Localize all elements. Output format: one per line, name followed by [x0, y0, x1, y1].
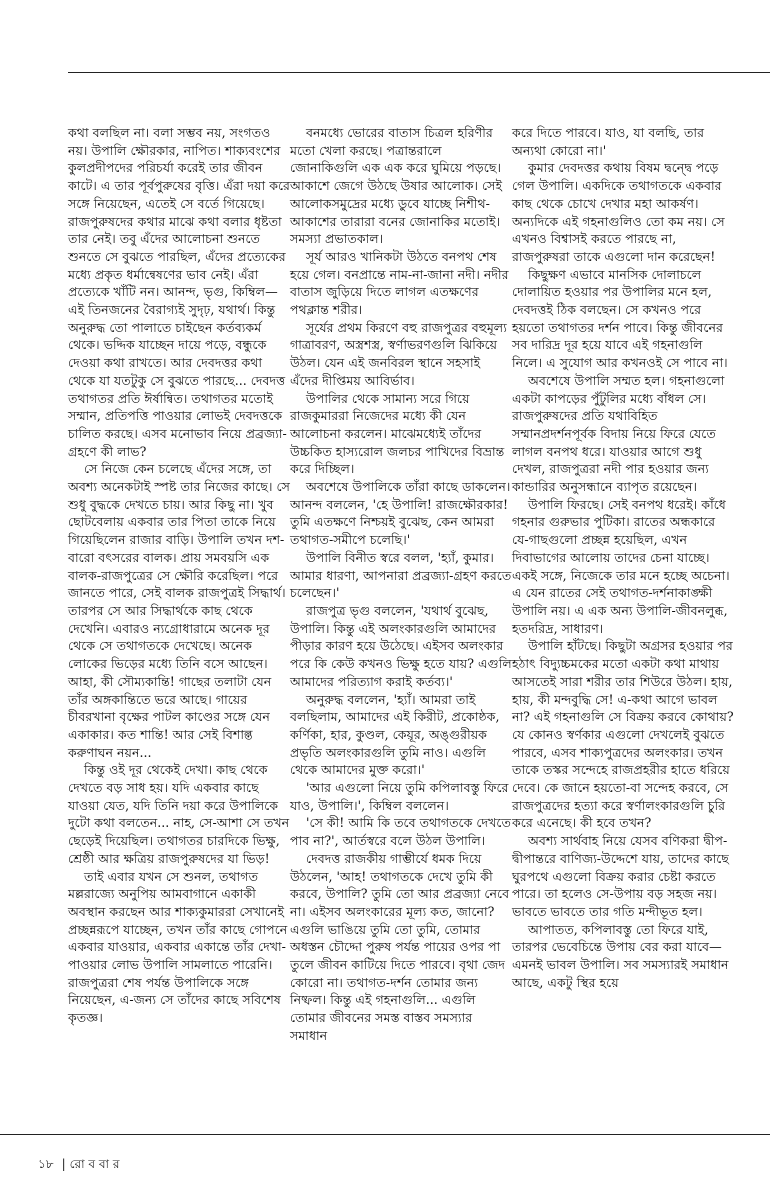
footer-rule [0, 1134, 770, 1135]
column-2 [290, 124, 512, 1045]
magazine-name: রো ব বা র [69, 1157, 120, 1171]
paragraph: কথা বলছিল না। বলা সম্ভব নয়, সংগতও নয়। উপালি ক্ষৌরকার, নাপিত। শাক্যবংশের কুলপ্রদীপদের পরিচর্যা করেই তার জীবন কাটে। এ তার পূর্বপুরুষের বৃত্তি। এঁরা দয়া করে সঙ্গে নিয়েছেন, এতেই সে বর্তে গিয়েছে। রাজপুরুষদের কথার মাঝে কথা বলার ধৃষ্টতা তার নেই। তবু এঁদের আলোচনা শুনতে শুনতে সে বুঝতে পারছিল, এঁদের প্রত্যেকের মধ্যে প্রকৃত ধর্মান্বেষণের ভাব নেই। এঁরা প্রত্যেকে খাঁটি নন। আনন্দ, ভৃগু, কিম্বিল— এই তিনজনের বৈরাগ্যই সুদৃঢ়, যথার্থ। কিন্তু অনুরুদ্ধ তো পালাতে চাইছেন কর্তব্যকর্ম থেকে। ভদ্দিক যাচ্ছেন দায়ে পড়ে, বন্ধুকে দেওয়া কথা রাখতে। আর দেবদত্তর কথা থেকে যা যতটুকু সে বুঝতে পারছে... দেবদত্ত তথাগতর প্রতি ঈর্ষান্বিত। তথাগতর মতোই সম্মান, প্রতিপত্তি পাওয়ার লোভই দেবদত্তকে চালিত করছে। এসব মনোভাব নিয়ে প্রব্রজ্যা-গ্রহণে কী লাভ? [68, 125, 290, 459]
paragraph: উপালি হাঁটছে। কিছুটা অগ্রসর হওয়ার পর হঠাৎ বিদ্যুচ্চমকের মতো একটা কথা মাথায় আসতেই সারা শরীর তার শিউরে উঠল। হায়, হায়, কী মন্দবুদ্ধি সে! এ-কথা আগে ভাবল না? এই গহনাগুলি সে বিক্রয় করবে কোথায়? যে কোনও স্বর্ণকার এগুলো দেখলেই বুঝতে পারবে, এসব শাক্যপুত্রদের অলংকার। তখন তাকে তস্কর সন্দেহে রাজপ্রহরীর হাতে ধরিয়ে দেবে। কে জানে হয়তো-বা সন্দেহ করবে, সে রাজপুত্রদের হত্যা করে স্বর্ণালংকারগুলি চুরি করে এনেছে। কী হবে তখন? [512, 638, 734, 831]
footer-separator: | [61, 1157, 66, 1171]
paragraph: উপালি বিনীত স্বরে বলল, 'হ্যাঁ, কুমার। আমার ধারণা, আপনারা প্রব্রজ্যা-গ্রহণ করতে চলেছেন।' [290, 549, 512, 601]
paragraph: উপালি ফিরছে। সেই বনপথ ধরেই। কাঁধে গহনার গুরুভার পুটিকা। রাতের অন্ধকারে যে-গাছগুলো প্রচ্ছন্ন হয়েছিল, এখন দিবাভাগের আলোয় তাদের চেনা যাচ্ছে। একই সঙ্গে, নিজেকে তার মনে হচ্ছে অচেনা। এ যেন রাতের সেই তথাগত-দর্শনাকাঙ্ক্ষী উপালি নয়। এ এক অন্য উপালি-জীবনলুব্ধ, হতদরিদ্র, সাধারণ। [512, 496, 730, 636]
paragraph: অনুরুদ্ধ বললেন, 'হ্যাঁ। আমরা তাই বলছিলাম, আমাদের এই কিরীট, প্রকোষ্ঠক, কর্ণিকা, হার, কুণ্ডল, কেয়ূর, অঙ্গুরীয়ক প্রভৃতি অলংকারগুলি তুমি নাও। এগুলি থেকে আমাদের মুক্ত করো।' [290, 691, 500, 778]
paragraph: সূর্যের প্রথম কিরণে বহু রাজপুত্রর বহুমূল্য গাত্রাবরণ, অস্ত্রশস্ত্র, স্বর্ণাভরণগুলি ঝিকিয়ে উঠল। যেন এই জনবিরল স্থানে সহসাই এঁদের দীপ্তিময় আবির্ভাব। [290, 319, 507, 388]
paragraph: সে নিজে কেন চলেছে এঁদের সঙ্গে, তা অবশ্য অনেকটাই স্পষ্ট তার নিজের কাছে। সে শুধু বুদ্ধকে দেখতে চায়। আর কিছু না। খুব ছোটবেলায় একবার তার পিতা তাকে নিয়ে গিয়েছিলেন রাজার বাড়ি। উপালি তখন দশ-বারো বৎসরের বালক। প্রায় সমবয়সি এক বালক-রাজপুত্রের সে ক্ষৌরি করেছিল। পরে জানতে পারে, সেই বালক রাজপুত্রই সিদ্ধার্থ। তারপর সে আর সিদ্ধার্থকে কাছ থেকে দেখেনি। এবারও ন্যগ্রোধারামে অনেক দূর থেকে সে তথাগতকে দেখেছে। অনেক লোকের ভিড়ের মধ্যে তিনি বসে আছেন। আহা, কী সৌম্যকান্তি! গাছের তলাটা যেন তাঁর অঙ্গকান্তিতে ভরে আছে। গায়ের চীবরখানা বৃক্ষের পাটল কাণ্ডের সঙ্গে যেন একাকার। কত শান্তি! আর সেই বিশাল্ত করুণাঘন নয়ন... [68, 461, 290, 760]
paragraph: সূর্য আরও খানিকটা উঠতে বনপথ শেষ হয়ে গেল। বনপ্রান্তে নাম-না-জানা নদী। নদীর বাতাস জুড়িয়ে দিতে লাগল এতক্ষণের পথক্লান্ত শরীর। [290, 248, 509, 318]
paragraph: বনমধ্যে ভোরের বাতাস চিত্রল হরিণীর মতো খেলা করছে। পত্রান্তরালে জোনাকিগুলি এক এক করে ঘুমিয়ে পড়ছে। আকাশে জেগে উঠছে উষার আলোক। সেই আলোকসমুদ্রের মধ্যে ডুবে যাচ্ছে নিশীথ-আকাশের তারারা বনের জোনাকির মতোই। সমস্যা প্রভাতকাল। [290, 125, 503, 247]
page-number: ১৮ [38, 1157, 54, 1171]
paragraph: উপালির থেকে সামান্য সরে গিয়ে রাজকুমাররা নিজেদের মধ্যে কী যেন আলোচনা করলেন। মাঝেমধ্যেই তাঁদের উচ্চকিত হাস্যরোল জলচর পাখিদের বিভ্রান্ত করে দিচ্ছিল। [290, 390, 505, 477]
paragraph: করে দিতে পারবে। যাও, যা বলছি, তার অন্যথা কোরো না।' [512, 125, 704, 158]
paragraph: দেবদত্ত রাজকীয় গাম্ভীর্যে ধমক দিয়ে উঠলেন, 'আহ! তথাগতকে দেখে তুমি কী করবে, উপালি? তুমি তো আর প্রব্রজ্যা নেবে না। এইসব অলংকারের মূল্য কত, জানো? এগুলি ভাঙিয়ে তুমি তো তুমি, তোমার অধস্তন চৌদ্দো পুরুষ পর্যন্ত পায়ের ওপর পা তুলে জীবন কাটিয়ে দিতে পারবে। বৃথা জেদ কোরো না। তথাগত-দর্শন তোমার জন্য নিষ্ফল। কিন্তু এই গহনাগুলি... এগুলি তোমার জীবনের সমস্ত বাস্তব সমস্যার সমাধান [290, 850, 510, 1043]
paragraph: 'আর এগুলো নিয়ে তুমি কপিলাবস্তু ফিরে যাও, উপালি।', কিম্বিল বললেন। [290, 780, 509, 813]
paragraph: কিছুক্ষণ এভাবে মানসিক দোলাচলে দোলায়িত হওয়ার পর উপালির মনে হল, দেবদত্তই ঠিক বলছেন। সে কখনও পরে হয়তো তথাগতর দর্শন পাবে। কিন্তু জীবনের সব দারিদ্র দূর হয়ে যাবে এই গহনাগুলি নিলে। এ সুযোগ আর কখনওই সে পাবে না। [512, 266, 728, 371]
paragraph: কুমার দেবদত্তর কথায় বিষম দ্বন্দ্বে পড়ে গেল উপালি। একদিকে তথাগতকে একবার কাছ থেকে চোখে দেখার মহা আকর্ষণ। অন্যদিকে এই গহনাগুলিও তো কম নয়। সে এখনও বিশ্বাসই করতে পারছে না, রাজপুরুষরা তাকে এগুলো দান করেছেন! [512, 160, 725, 264]
column-1 [68, 124, 290, 1027]
page-footer [38, 1156, 119, 1176]
paragraph: কিন্তু ওই দূর থেকেই দেখা। কাছ থেকে দেখতে বড় সাধ হয়। যদি একবার কাছে যাওয়া যেত, যদি তিনি দয়া করে উপালিকে দুটো কথা বলতেন... নাহ, সে-আশা সে তখন ছেড়েই দিয়েছিল। তথাগতর চারদিকে ভিক্ষু, শ্রেষ্ঠী আর ক্ষত্রিয় রাজপুরুষদের যা ভিড়! [68, 762, 290, 866]
header-rule [68, 72, 770, 73]
paragraph: অবশেষে উপালিকে তাঁরা কাছে ডাকলেন। আনন্দ বললেন, 'হে উপালি! রাজক্ষৌরকার! তুমি এতক্ষণে নিশ্চয়ই বুঝেছ, কেন আমরা তথাগত-সমীপে চলেছি।' [290, 479, 511, 548]
column-3 [512, 124, 734, 991]
paragraph: তাই এবার যখন সে শুনল, তথাগত মল্লরাজ্যে অনুপিয় আমবাগানে একাকী অবস্থান করছেন আর শাক্যকুমাররা সেখানেই প্রচ্ছন্নরূপে যাচ্ছেন, তখন তাঁর কাছে গোপনে একবার যাওয়ার, একবার একান্তে তাঁর দেখা-পাওয়ার লোভ উপালি সামলাতে পারেনি। রাজপুত্ররা শেষ পর্যন্ত উপালিকে সঙ্গে নিয়েছেন, এ-জন্য সে তাঁদের কাছে সবিশেষ কৃতজ্ঞ। [68, 868, 288, 1026]
paragraph: আপাতত, কপিলাবস্তু তো ফিরে যাই, তারপর ভেবেচিন্তে উপায় বের করা যাবে— এমনই ভাবল উপালি। সব সমস্যারই সমাধান আছে, একটু স্থির হয়ে [512, 921, 729, 990]
paragraph: অবশেষে উপালি সম্মত হল। গহনাগুলো একটা কাপড়ের পুঁটুলির মধ্যে বাঁধল সে। রাজপুরুষদের প্রতি যথাবিহিত সম্মানপ্রদর্শনপূর্বক বিদায় নিয়ে ফিরে যেতে লাগল বনপথ ধরে। যাওয়ার আগে শুধু দেখল, রাজপুত্ররা নদী পার হওয়ার জন্য কান্ডারির অনুসন্ধানে ব্যাপৃত রয়েছেন। [512, 372, 725, 495]
paragraph: রাজপুত্র ভৃগু বললেন, 'যথার্থ বুঝেছ, উপালি। কিন্তু এই অলংকারগুলি আমাদের পীড়ার কারণ হয়ে উঠেছে। এইসব অলংকার পরে কি কেউ কখনও ভিক্ষু হতে যায়? এগুলি আমাদের পরিত্যাগ করাই কর্তব্য।' [290, 602, 512, 689]
paragraph: অবশ্য সার্থবাহ নিয়ে যেসব বণিকরা দ্বীপ-দ্বীপান্তরে বাণিজ্য-উদ্দেশে যায়, তাদের কাছে ঘুরপথে এগুলো বিক্রয় করার চেষ্টা করতে পারে। তা হলেও সে-উপায় বড় সহজ নয়। ভাবতে ভাবতে তার গতি মন্দীভূত হল। [512, 833, 729, 919]
paragraph: 'সে কী! আমি কি তবে তথাগতকে দেখতে পাব না?', আর্তস্বরে বলে উঠল উপালি। [290, 815, 511, 849]
